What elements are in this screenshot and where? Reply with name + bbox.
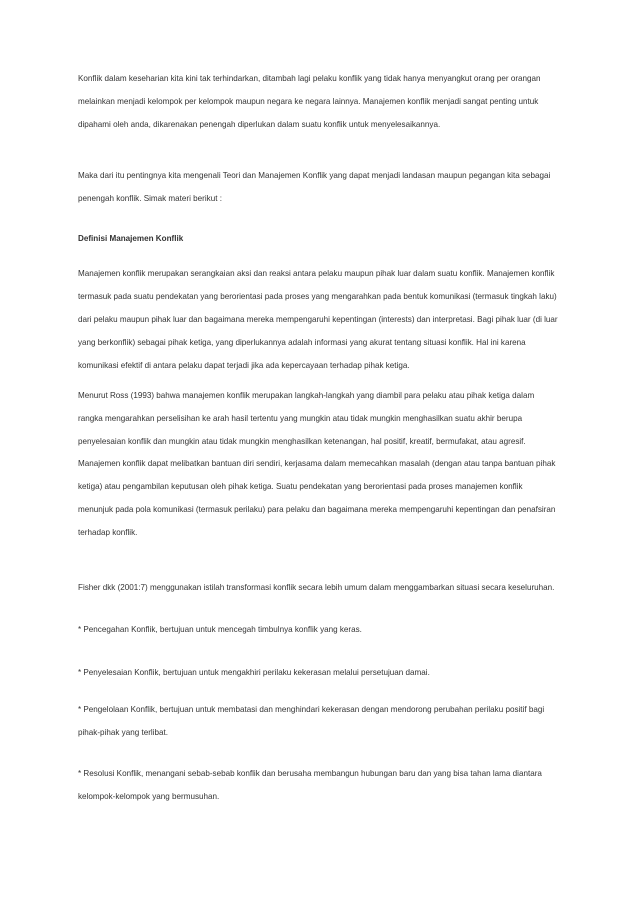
list-item: * Pencegahan Konflik, bertujuan untuk mencegah timbulnya konflik yang keras. <box>78 625 362 634</box>
list-item: * Resolusi Konflik, menangani sebab-sebab konflik dan berusaha membangun hubungan baru dan yang bisa tahan lama diantara kelompok-kelompok yang bermusuhan. <box>78 769 542 801</box>
involvement-paragraph: Manajemen konflik dapat melibatkan bantuan diri sendiri, kerjasama dalam memecahkan masalah (dengan atau tanpa bantuan pihak ketiga) atau pengambilan keputusan oleh pihak ketiga. Suatu pendekatan yang berorientasi pada proses manajemen konflik menunjuk pada pola komunikasi (termasuk perilaku) para pelaku dan bagaimana mereka mempengaruhi kepentingan dan penafsiran terhadap konflik. <box>78 459 556 537</box>
fisher-paragraph: Fisher dkk (2001:7) menggunakan istilah transformasi konflik secara lebih umum dalam menggambarkan situasi secara keseluruhan. <box>78 583 555 592</box>
ross-paragraph: Menurut Ross (1993) bahwa manajemen konflik merupakan langkah-langkah yang diambil para pelaku atau pihak ketiga dalam rangka mengarahkan perselisihan ke arah hasil tertentu yang mungkin atau tidak mungkin menghasilkan suatu akhir berupa penyelesaian konflik dan mungkin atau tidak mungkin menghasilkan ketenangan, hal positif, kreatif, bermufakat, atau agresif. <box>78 391 535 446</box>
purpose-paragraph: Maka dari itu pentingnya kita mengenali Teori dan Manajemen Konflik yang dapat menjadi landasan maupun pegangan kita sebagai penengah konflik. Simak materi berikut : <box>78 171 551 203</box>
list-item: * Penyelesaian Konflik, bertujuan untuk mengakhiri perilaku kekerasan melalui persetujuan damai. <box>78 668 430 677</box>
list-item: * Pengelolaan Konflik, bertujuan untuk membatasi dan menghindari kekerasan dengan mendorong perubahan perilaku positif bagi pihak-pihak yang terlibat. <box>78 705 545 737</box>
definition-paragraph: Manajemen konflik merupakan serangkaian aksi dan reaksi antara pelaku maupun pihak luar dalam suatu konflik. Manajemen konflik termasuk pada suatu pendekatan yang berorientasi pada proses yang mengarahkan pada bentuk komunikasi (termasuk tingkah laku) dari pelaku maupun pihak luar dan bagaimana mereka mempengaruhi kepentingan (interests) dan interpretasi. Bagi pihak luar (di luar yang berkonflik) sebagai pihak ketiga, yang diperlukannya adalah informasi yang akurat tentang situasi konflik. Hal ini karena komunikasi efektif di antara pelaku dapat terjadi jika ada kepercayaan terhadap pihak ketiga. <box>78 269 558 370</box>
section-heading: Definisi Manajemen Konflik <box>78 234 184 243</box>
intro-paragraph: Konflik dalam keseharian kita kini tak terhindarkan, ditambah lagi pelaku konflik yang tidak hanya menyangkut orang per orangan melainkan menjadi kelompok per kelompok maupun negara ke negara lainnya. Manajemen konflik menjadi sangat penting untuk dipahami oleh anda, dikarenakan penengah diperlukan dalam suatu konflik untuk menyelesaikannya. <box>78 74 541 129</box>
